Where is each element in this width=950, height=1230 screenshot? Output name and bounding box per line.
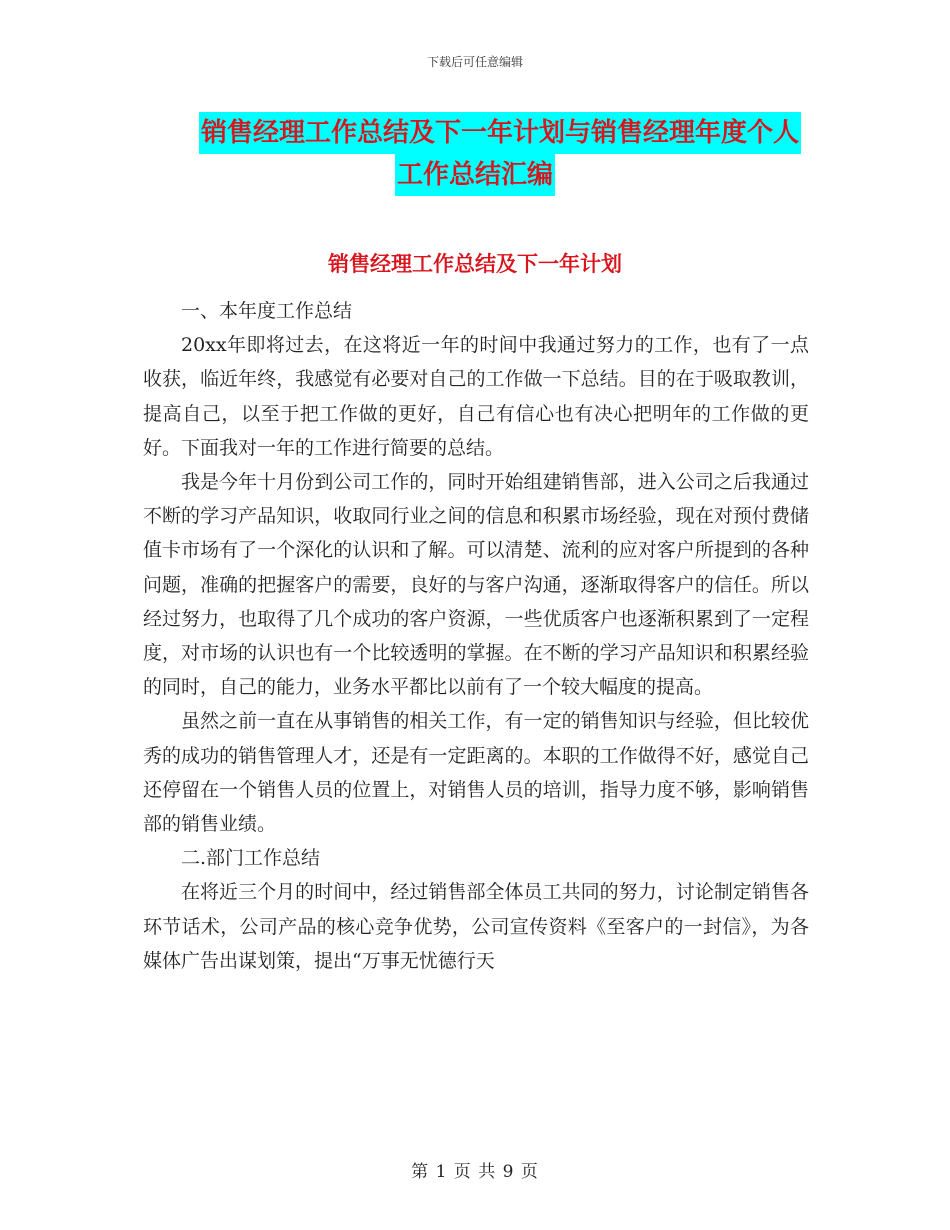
document-title-line-2: 工作总结汇编 <box>395 154 555 196</box>
paragraph-heading-1: 一、本年度工作总结 <box>181 300 353 322</box>
paragraph: 虽然之前一直在从事销售的相关工作，有一定的销售知识与经验，但比较优秀的成功的销售管理人才，还是有一定距离的。本职的工作做得不好，感觉自己还停留在一个销售人员的位置上，对销售人员的培训，指导力度不够，影响销售部的销售业绩。 <box>143 710 809 836</box>
paragraph-heading-2: 二.部门工作总结 <box>181 847 321 870</box>
document-title-line-1: 销售经理工作总结及下一年计划与销售经理年度个人 <box>199 112 801 154</box>
section-title: 销售经理工作总结及下一年计划 <box>328 252 622 276</box>
header-note: 下载后可任意编辑 <box>426 55 523 69</box>
document-body <box>143 294 809 978</box>
paragraph: 我是今年十月份到公司工作的，同时开始组建销售部，进入公司之后我通过不断的学习产品知识，收取同行业之间的信息和积累市场经验，现在对预付费储值卡市场有了一个深化的认识和了解。可以清楚、流利的应对客户所提到的各种问题，准确的把握客户的需要，良好的与客户沟通，逐渐取得客户的信任。所以经过努力，也取得了几个成功的客户资源，一些优质客户也逐渐积累到了一定程度，对市场的认识也有一个比较透明的掌握。在不断的学习产品知识和积累经验的同时，自己的能力，业务水平都比以前有了一个较大幅度的提高。 <box>143 471 809 699</box>
paragraph: 20xx年即将过去，在这将近一年的时间中我通过努力的工作，也有了一点收获，临近年终，我感觉有必要对自己的工作做一下总结。目的在于吸取教训，提高自己，以至于把工作做的更好，自己有信心也有决心把明年的工作做的更好。下面我对一年的工作进行简要的总结。 <box>143 334 809 459</box>
paragraph: 在将近三个月的时间中，经过销售部全体员工共同的努力，讨论制定销售各环节话术，公司产品的核心竞争优势，公司宣传资料《至客户的一封信》，为各媒体广告出谋划策，提出“万事无忧德行天 <box>143 881 809 972</box>
document-title <box>0 112 950 196</box>
page-footer: 第 1 页 共 9 页 <box>411 1162 539 1182</box>
